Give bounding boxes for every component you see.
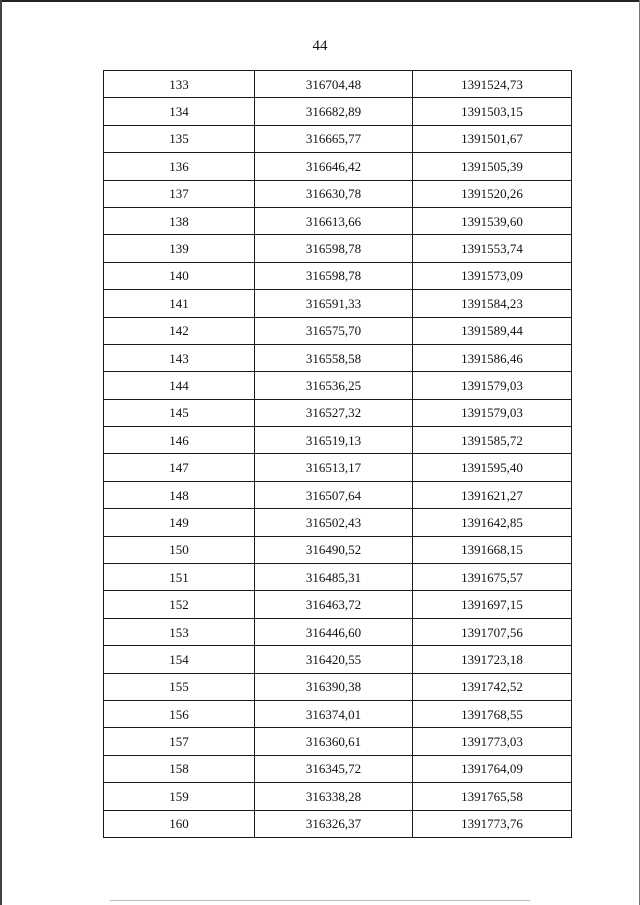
x-coordinate-cell: 316519,13: [255, 427, 413, 454]
point-number-cell: 151: [104, 564, 255, 591]
y-coordinate-cell: 1391589,44: [413, 317, 572, 344]
x-coordinate-cell: 316420,55: [255, 646, 413, 673]
table-row: [104, 591, 572, 618]
x-coordinate-cell: 316390,38: [255, 673, 413, 700]
x-coordinate-cell: 316507,64: [255, 481, 413, 508]
y-coordinate-cell: 1391768,55: [413, 700, 572, 727]
point-number-cell: 140: [104, 262, 255, 289]
table-row: [104, 235, 572, 262]
point-number-cell: 137: [104, 180, 255, 207]
x-coordinate-cell: 316536,25: [255, 372, 413, 399]
point-number-cell: 157: [104, 728, 255, 755]
table-row: [104, 646, 572, 673]
x-coordinate-cell: 316513,17: [255, 454, 413, 481]
y-coordinate-cell: 1391579,03: [413, 372, 572, 399]
x-coordinate-cell: 316682,89: [255, 98, 413, 125]
table-row: [104, 262, 572, 289]
table-row: [104, 344, 572, 371]
y-coordinate-cell: 1391621,27: [413, 481, 572, 508]
y-coordinate-cell: 1391553,74: [413, 235, 572, 262]
point-number-cell: 139: [104, 235, 255, 262]
point-number-cell: 136: [104, 153, 255, 180]
x-coordinate-cell: 316575,70: [255, 317, 413, 344]
table-row: [104, 481, 572, 508]
table-row: [104, 372, 572, 399]
table-row: [104, 125, 572, 152]
y-coordinate-cell: 1391524,73: [413, 71, 572, 98]
x-coordinate-cell: 316613,66: [255, 207, 413, 234]
y-coordinate-cell: 1391675,57: [413, 564, 572, 591]
table-row: [104, 509, 572, 536]
table-row: [104, 180, 572, 207]
y-coordinate-cell: 1391764,09: [413, 755, 572, 782]
x-coordinate-cell: 316704,48: [255, 71, 413, 98]
table-row: [104, 700, 572, 727]
table-row: [104, 564, 572, 591]
y-coordinate-cell: 1391520,26: [413, 180, 572, 207]
x-coordinate-cell: 316558,58: [255, 344, 413, 371]
table-row: [104, 673, 572, 700]
point-number-cell: 154: [104, 646, 255, 673]
point-number-cell: 160: [104, 810, 255, 837]
y-coordinate-cell: 1391585,72: [413, 427, 572, 454]
table-row: [104, 71, 572, 98]
x-coordinate-cell: 316490,52: [255, 536, 413, 563]
y-coordinate-cell: 1391539,60: [413, 207, 572, 234]
y-coordinate-cell: 1391742,52: [413, 673, 572, 700]
point-number-cell: 148: [104, 481, 255, 508]
table-row: [104, 755, 572, 782]
y-coordinate-cell: 1391505,39: [413, 153, 572, 180]
y-coordinate-cell: 1391773,76: [413, 810, 572, 837]
point-number-cell: 142: [104, 317, 255, 344]
scan-border-left: [0, 0, 2, 905]
point-number-cell: 155: [104, 673, 255, 700]
x-coordinate-cell: 316598,78: [255, 235, 413, 262]
point-number-cell: 133: [104, 71, 255, 98]
x-coordinate-cell: 316326,37: [255, 810, 413, 837]
y-coordinate-cell: 1391707,56: [413, 618, 572, 645]
point-number-cell: 153: [104, 618, 255, 645]
y-coordinate-cell: 1391573,09: [413, 262, 572, 289]
point-number-cell: 150: [104, 536, 255, 563]
table-row: [104, 290, 572, 317]
point-number-cell: 149: [104, 509, 255, 536]
table-row: [104, 783, 572, 810]
x-coordinate-cell: 316345,72: [255, 755, 413, 782]
point-number-cell: 134: [104, 98, 255, 125]
table-row: [104, 454, 572, 481]
y-coordinate-cell: 1391723,18: [413, 646, 572, 673]
point-number-cell: 143: [104, 344, 255, 371]
table-row: [104, 317, 572, 344]
point-number-cell: 144: [104, 372, 255, 399]
table-row: [104, 98, 572, 125]
table-row: [104, 618, 572, 645]
table-row: [104, 810, 572, 837]
point-number-cell: 135: [104, 125, 255, 152]
table-row: [104, 427, 572, 454]
x-coordinate-cell: 316527,32: [255, 399, 413, 426]
point-number-cell: 147: [104, 454, 255, 481]
y-coordinate-cell: 1391697,15: [413, 591, 572, 618]
point-number-cell: 138: [104, 207, 255, 234]
y-coordinate-cell: 1391501,67: [413, 125, 572, 152]
x-coordinate-cell: 316374,01: [255, 700, 413, 727]
x-coordinate-cell: 316646,42: [255, 153, 413, 180]
y-coordinate-cell: 1391765,58: [413, 783, 572, 810]
bottom-rule: [110, 900, 530, 901]
point-number-cell: 158: [104, 755, 255, 782]
page-number: 44: [312, 38, 328, 54]
y-coordinate-cell: 1391579,03: [413, 399, 572, 426]
x-coordinate-cell: 316591,33: [255, 290, 413, 317]
x-coordinate-cell: 316338,28: [255, 783, 413, 810]
point-number-cell: 152: [104, 591, 255, 618]
point-number-cell: 146: [104, 427, 255, 454]
y-coordinate-cell: 1391642,85: [413, 509, 572, 536]
point-number-cell: 145: [104, 399, 255, 426]
table-row: [104, 153, 572, 180]
x-coordinate-cell: 316446,60: [255, 618, 413, 645]
table-row: [104, 399, 572, 426]
x-coordinate-cell: 316630,78: [255, 180, 413, 207]
scan-border-top: [0, 0, 640, 2]
table-row: [104, 536, 572, 563]
y-coordinate-cell: 1391586,46: [413, 344, 572, 371]
x-coordinate-cell: 316360,61: [255, 728, 413, 755]
coordinates-table-body: [104, 71, 572, 838]
y-coordinate-cell: 1391503,15: [413, 98, 572, 125]
x-coordinate-cell: 316665,77: [255, 125, 413, 152]
x-coordinate-cell: 316502,43: [255, 509, 413, 536]
coordinates-table: [103, 70, 572, 838]
x-coordinate-cell: 316485,31: [255, 564, 413, 591]
x-coordinate-cell: 316598,78: [255, 262, 413, 289]
y-coordinate-cell: 1391595,40: [413, 454, 572, 481]
table-row: [104, 207, 572, 234]
y-coordinate-cell: 1391584,23: [413, 290, 572, 317]
y-coordinate-cell: 1391773,03: [413, 728, 572, 755]
point-number-cell: 141: [104, 290, 255, 317]
x-coordinate-cell: 316463,72: [255, 591, 413, 618]
point-number-cell: 156: [104, 700, 255, 727]
table-row: [104, 728, 572, 755]
point-number-cell: 159: [104, 783, 255, 810]
y-coordinate-cell: 1391668,15: [413, 536, 572, 563]
